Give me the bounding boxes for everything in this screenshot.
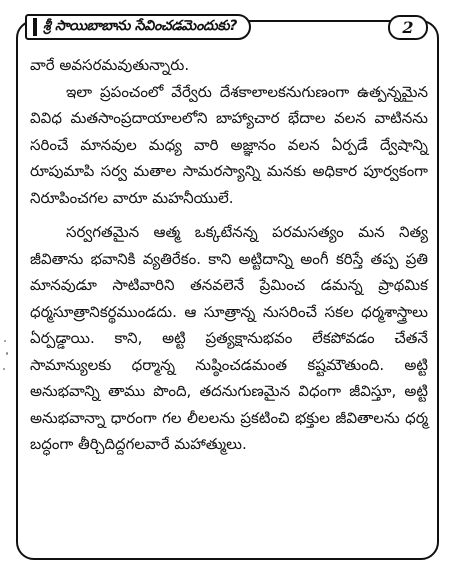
chapter-title: శ్రీ సాయిబాబాను సేవించడమెందుకు? xyxy=(43,17,238,34)
title-tab-marker xyxy=(33,18,37,36)
paragraph: ఇలా ప్రపంచంలో వేర్వేరు దేశకాలాలకనుగుణంగా ఉత్పన్నమైన వివిధ మతసాంప్రదాయాలలోని బాహ్యాచార భేదాల వలన వాటినను సరించే మానవుల మధ్య వారి అజ్ఞానం వలన ఏర్పడే ద్వేషాన్ని రూపుమాపి సర్వ మతాల సామరస్యాన్ని మనకు అధికార పూర్వకంగా నిరూపించగల వారూ మహనీయులే. xyxy=(30,82,428,207)
scan-speck xyxy=(4,340,6,342)
scan-speck xyxy=(3,368,5,370)
chapter-title-tab xyxy=(25,14,251,40)
scan-speck xyxy=(6,352,8,355)
page-number: 2 xyxy=(402,18,414,37)
page-number-box xyxy=(388,15,428,40)
paragraph: సర్వగతమైన ఆత్మ ఒక్కటేనన్న పరమసత్యం మన నిత్య జీవితాను భవానికి వ్యతిరేకం. కాని అట్టిదాన్ని అంగీ కరిస్తే తప్ప ప్రతి మానవుడూ సాటివారిని తనవలెనే ప్రేమించ డమన్న ప్రాథమిక ధర్మసూత్రానికర్థముండదు. ఆ సూత్రాన్న నుసరించే సకల ధర్మశాస్త్రాలు ఏర్పడ్డాయి. కాని, అట్టి ప్రత్యక్షానుభవం లేకపోవడం చేతనే సామాన్యులకు ధర్మాన్న నుష్ఠించడమంత కష్టమౌతుంది. అట్టి అనుభవాన్ని తాము పొంది, తదనుగుణమైన విధంగా జీవిస్తూ, అట్టి అనుభవాన్నా ధారంగా గల లీలలను ప్రకటించి భక్తుల జీవితాలను ధర్మ బద్ధంగా తీర్చిదిద్దగలవారే మహాత్ములు. xyxy=(30,223,428,453)
paragraph-continuation: వారే అవసరమవుతున్నారు. xyxy=(30,56,190,74)
body-text xyxy=(30,52,428,458)
